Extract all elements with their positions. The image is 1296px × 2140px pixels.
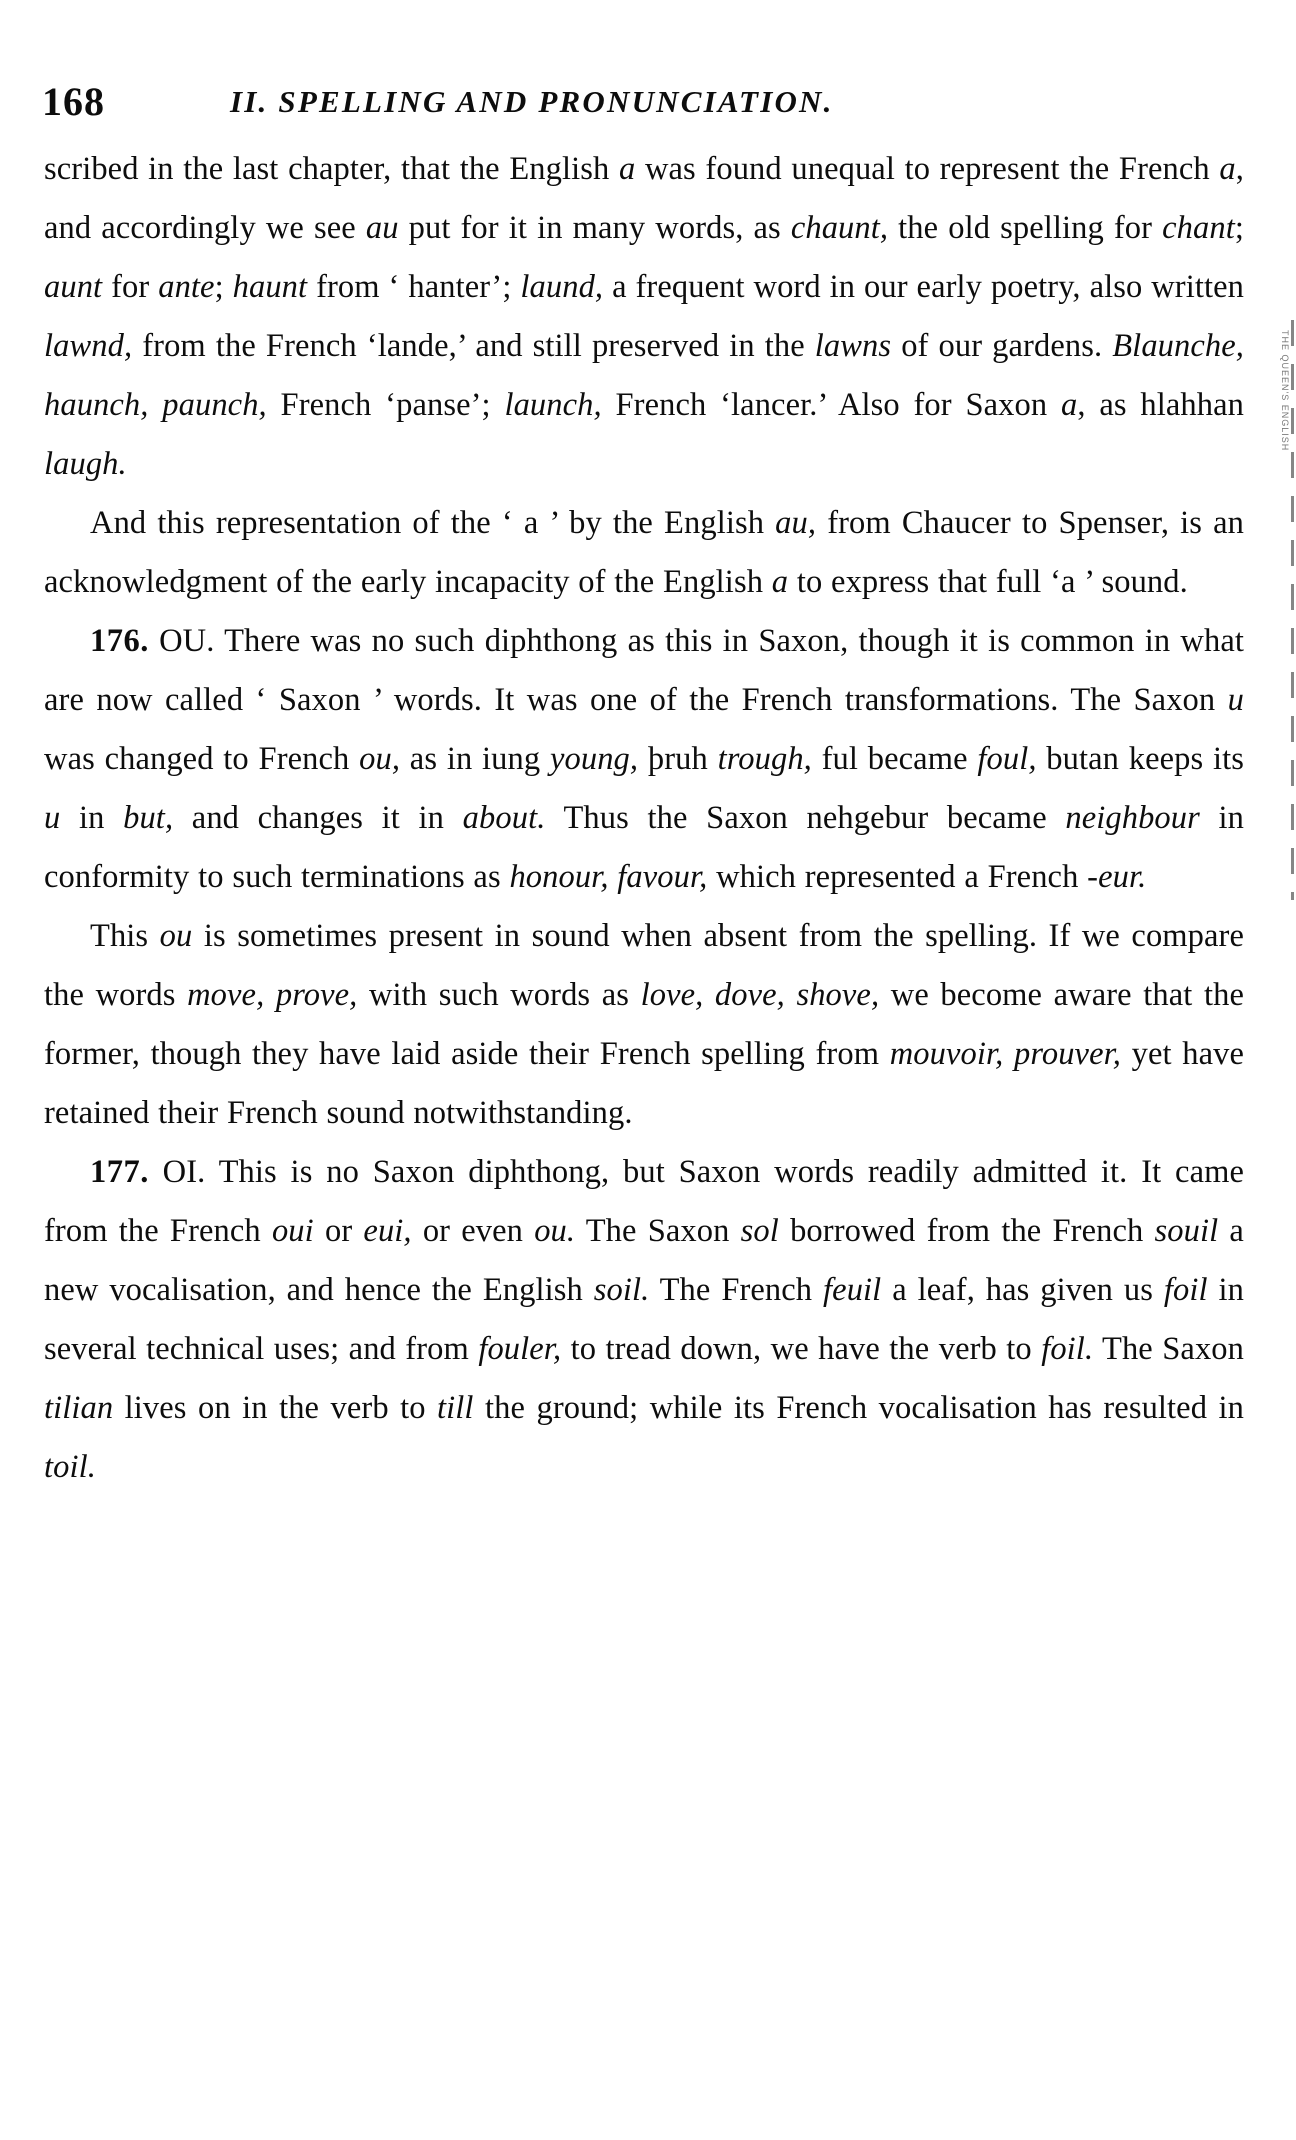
text-run: And this representation of the ‘ a ’ by the English xyxy=(90,505,776,541)
text-run: was changed to French xyxy=(44,741,360,777)
paragraph xyxy=(44,907,1244,1143)
italic-run: Blaunche, haunch, paunch, xyxy=(44,328,1244,423)
italic-run: tilian xyxy=(44,1390,114,1426)
italic-run: haunt xyxy=(232,269,308,305)
text-run: ful became xyxy=(811,741,978,777)
italic-run: neighbour xyxy=(1065,800,1200,836)
text-run: The Saxon xyxy=(1093,1331,1244,1367)
italic-run: fouler, xyxy=(478,1331,562,1367)
italic-run: u xyxy=(1227,682,1244,718)
italic-run: sol xyxy=(740,1213,779,1249)
text-run: from the French ‘lande,’ and still preserved in the xyxy=(132,328,815,364)
page-number: 168 xyxy=(42,79,105,124)
section-number: 176. xyxy=(90,623,149,659)
text-run: in several technical uses; and from xyxy=(44,1272,1244,1367)
text-run: was found unequal to represent the French xyxy=(635,151,1220,187)
text-run: as in iung xyxy=(400,741,550,777)
text-run: with such words as xyxy=(357,977,641,1013)
italic-run: foil. xyxy=(1041,1331,1094,1367)
text-run: French ‘lancer.’ Also for Saxon xyxy=(601,387,1062,423)
text-run: scribed in the last chapter, that the English xyxy=(44,151,619,187)
italic-run: -eur. xyxy=(1087,859,1147,895)
italic-run: au, xyxy=(775,505,817,541)
text-run: OI. This is no Saxon diphthong, but Saxon words readily admitted it. It came from the French xyxy=(44,1154,1244,1249)
italic-run: till xyxy=(437,1390,474,1426)
text-run: , and accordingly we see xyxy=(44,151,1244,246)
italic-run: but, xyxy=(123,800,174,836)
text-run: put for it in many words, as xyxy=(398,210,791,246)
text-run: French ‘panse’; xyxy=(266,387,505,423)
text-run: a leaf, has given us xyxy=(881,1272,1164,1308)
text-run: from ‘ hanter’; xyxy=(307,269,521,305)
italic-run: move, prove, xyxy=(187,977,358,1013)
italic-run: chaunt, xyxy=(790,210,889,246)
italic-run: young, xyxy=(549,741,639,777)
italic-run: laund, xyxy=(520,269,604,305)
italic-run: honour, favour, xyxy=(509,859,708,895)
italic-run: love, dove, shove, xyxy=(640,977,880,1013)
section-number: 177. xyxy=(90,1154,149,1190)
italic-run: a xyxy=(771,564,789,600)
italic-run: about. xyxy=(462,800,546,836)
text-run: or xyxy=(313,1213,364,1249)
text-run: we become aware that the former, though they have laid aside their French spelling from xyxy=(44,977,1244,1072)
text-run: þruh xyxy=(638,741,718,777)
italic-run: a xyxy=(1061,387,1078,423)
text-run: or even xyxy=(411,1213,535,1249)
text-run: The French xyxy=(649,1272,824,1308)
italic-run: lawnd, xyxy=(44,328,133,364)
italic-run: ou xyxy=(159,918,193,954)
italic-run: mouvoir, prouver, xyxy=(889,1036,1121,1072)
text-run: the old spelling for xyxy=(888,210,1163,246)
page-header xyxy=(0,40,1296,124)
italic-run: feuil xyxy=(823,1272,882,1308)
italic-run: u xyxy=(44,800,61,836)
page-edge-artifact xyxy=(1291,320,1294,900)
edge-marginal-note: THE QUEEN'S ENGLISH xyxy=(1280,330,1290,452)
text-run: , as hlahhan xyxy=(1077,387,1245,423)
text-run: borrowed from the French xyxy=(778,1213,1155,1249)
italic-run: trough, xyxy=(717,741,812,777)
text-run: for xyxy=(102,269,159,305)
italic-run: souil xyxy=(1154,1213,1219,1249)
italic-run: foil xyxy=(1163,1272,1208,1308)
italic-run: ante xyxy=(158,269,215,305)
text-run: and changes it in xyxy=(173,800,463,836)
running-head: II. SPELLING AND PRONUNCIATION. xyxy=(230,84,834,119)
text-run: from Chaucer to Spenser, is an acknowledgment of the early incapacity of the English xyxy=(44,505,1244,600)
italic-run: toil. xyxy=(44,1449,96,1485)
italic-run: aunt xyxy=(44,269,103,305)
text-run: butan keeps its xyxy=(1036,741,1244,777)
text-run: the ground; while its French vocalisation has resulted in xyxy=(473,1390,1244,1426)
text-run: a frequent word in our early poetry, also written xyxy=(603,269,1244,305)
text-run: a new vocalisation, and hence the English xyxy=(44,1213,1244,1308)
text-run: is sometimes present in sound when absent from the spelling. If we compare the words xyxy=(44,918,1245,1013)
italic-run: foul, xyxy=(977,741,1037,777)
text-run: in conformity to such terminations as xyxy=(44,800,1244,895)
italic-run: au xyxy=(365,210,399,246)
body-text xyxy=(44,140,1244,1497)
paragraph xyxy=(44,612,1244,907)
paragraph xyxy=(44,1143,1244,1497)
text-run: lives on in the verb to xyxy=(113,1390,438,1426)
italic-run: a xyxy=(618,151,636,187)
italic-run: ou, xyxy=(359,741,401,777)
italic-run: lawns xyxy=(814,328,892,364)
italic-run: launch, xyxy=(504,387,602,423)
text-run: The Saxon xyxy=(575,1213,741,1249)
text-run: This xyxy=(90,918,160,954)
text-run: ; xyxy=(214,269,233,305)
text-run: ; xyxy=(1234,210,1244,246)
text-run: Thus the Saxon nehgebur became xyxy=(545,800,1066,836)
italic-run: chant xyxy=(1162,210,1235,246)
paragraph xyxy=(44,140,1244,494)
text-run: which represented a French xyxy=(707,859,1088,895)
italic-run: ou. xyxy=(534,1213,576,1249)
italic-run: laugh. xyxy=(44,446,127,482)
text-run: to express that full ‘a ’ sound. xyxy=(788,564,1188,600)
text-run: to tread down, we have the verb to xyxy=(561,1331,1042,1367)
italic-run: oui xyxy=(271,1213,314,1249)
italic-run: eui, xyxy=(363,1213,412,1249)
text-run: OU. There was no such diphthong as this in Saxon, though it is common in what are now called ‘ Saxon ’ words. It was one of the French transformations. The Saxon xyxy=(44,623,1244,718)
text-run: of our gardens. xyxy=(891,328,1113,364)
paragraph xyxy=(44,494,1244,612)
italic-run: a xyxy=(1219,151,1236,187)
italic-run: soil. xyxy=(593,1272,650,1308)
text-run: in xyxy=(60,800,124,836)
text-run: yet have retained their French sound notwithstanding. xyxy=(44,1036,1244,1131)
